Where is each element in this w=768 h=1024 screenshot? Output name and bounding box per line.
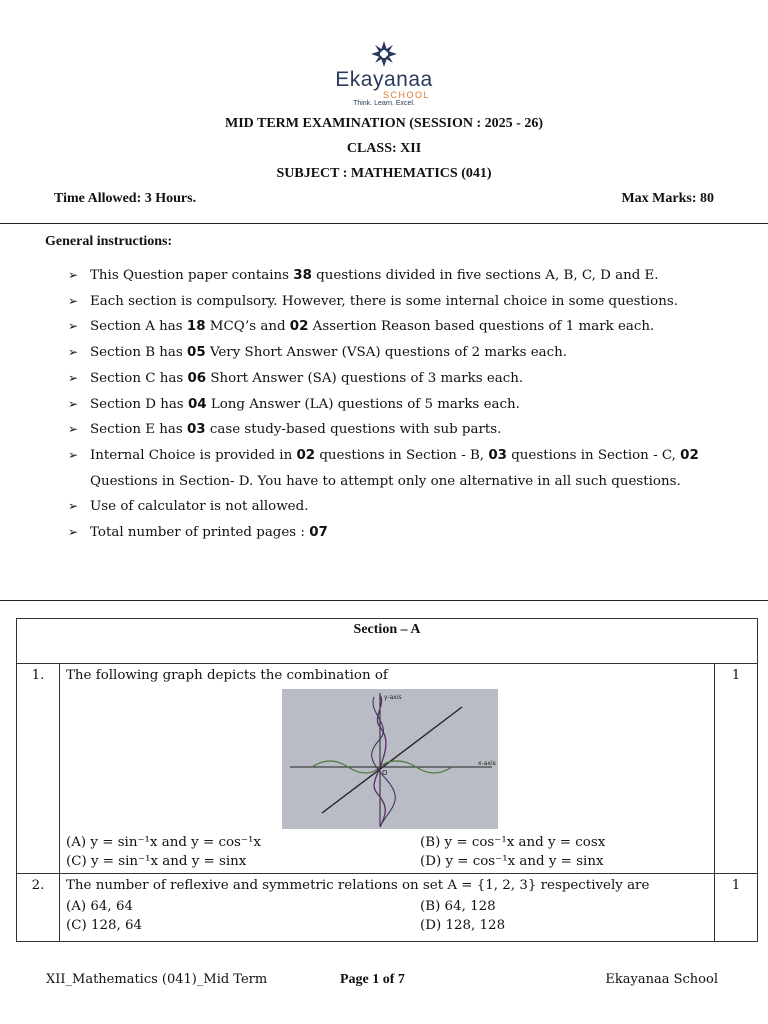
instruction-text: questions in Section - C, [506,447,681,463]
question-marks: 1 [715,664,758,874]
instruction-item [68,366,738,392]
instruction-text: MCQ’s and [205,319,290,335]
question-options [66,899,708,933]
instruction-item [68,417,738,443]
option-text: y = cos⁻¹x and y = cosx [444,835,606,850]
instruction-number: 03 [186,422,206,438]
option-c [66,918,420,933]
instruction-text: case study-based questions with sub parts. [205,422,502,438]
instruction-text: Short Answer (SA) questions of 3 marks each. [206,370,524,386]
instruction-item [68,520,738,546]
instruction-item [68,263,738,289]
instruction-item [68,314,738,340]
question-graph [282,689,498,829]
option-text: y = sin⁻¹x and y = cos⁻¹x [90,835,261,850]
instruction-text: Section C has [90,370,188,386]
instruction-text: Section D has [90,396,188,412]
header-rule [0,223,768,224]
instruction-text: Questions in Section- D. You have to attempt only one alternative in all such questions. [90,473,681,489]
option-a [66,899,420,914]
instructions-title: General instructions: [45,234,173,249]
logo-tagline: Think. Learn. Excel. [353,100,415,107]
subject-title: SUBJECT : MATHEMATICS (041) [276,166,492,181]
option-label: (D) [420,854,446,869]
option-label: (B) [420,899,445,914]
instruction-text: questions in Section - B, [315,447,489,463]
instruction-text: Total number of printed pages : [90,525,310,541]
question-options [66,835,708,869]
question-row-2 [17,874,758,942]
instruction-text: Assertion Reason based questions of 1 mark each. [308,319,655,335]
instruction-text: Section A has [90,319,187,335]
graph-y-axis-label: y-axis [384,694,402,701]
question-number: 2. [17,874,60,942]
option-text: 128, 128 [445,918,506,933]
instruction-number: 38 [293,268,312,283]
option-label: (C) [66,854,91,869]
instruction-number: 02 [289,319,309,335]
graph-origin-label: O [382,769,388,777]
logo-name: Ekayanaa [335,68,433,91]
option-text: 64, 64 [90,899,133,914]
section-heading: Section – A [17,619,758,664]
instruction-item [68,494,738,520]
question-row-1 [17,664,758,874]
footer-right: Ekayanaa School [605,972,718,987]
option-d [420,854,708,869]
option-b [420,835,708,850]
option-text: y = sin⁻¹x and y = sinx [90,854,247,869]
option-text: y = cos⁻¹x and y = sinx [445,854,604,869]
instruction-text: Each section is compulsory. However, there is some internal choice in some questions. [90,293,678,309]
instruction-number: 05 [187,345,206,361]
instruction-number: 03 [488,447,507,463]
instructions-rule [0,600,768,601]
option-label: (B) [420,835,445,850]
logo-school: SCHOOL [382,90,430,100]
option-label: (A) [66,835,91,850]
instruction-item [68,340,738,366]
instructions-list [68,263,738,546]
instruction-text: This Question paper contains [90,268,294,283]
school-logo [334,40,434,110]
question-body [60,664,715,874]
instruction-text: Long Answer (LA) questions of 5 marks each. [206,396,520,412]
instruction-text: Section B has [90,345,188,361]
option-a [66,835,420,850]
graph-image [282,689,498,829]
exam-title: MID TERM EXAMINATION (SESSION : 2025 - 26) [224,116,543,131]
time-allowed: Time Allowed: 3 Hours. [54,191,197,206]
instruction-text: Section E has [90,422,187,438]
max-marks: Max Marks: 80 [621,191,714,206]
footer-left: XII_Mathematics (041)_Mid Term [46,972,268,987]
question-number: 1. [17,664,60,874]
logo-star-icon [334,40,434,70]
instruction-number: 06 [187,370,207,386]
instruction-item [68,392,738,418]
option-text: 128, 64 [90,918,143,933]
instruction-item [68,443,738,494]
option-label: (A) [66,899,91,914]
question-marks: 1 [715,874,758,942]
graph-x-axis-label: x-axis [478,760,496,767]
instruction-number: 04 [187,396,207,412]
option-d [420,918,708,933]
footer-page: Page 1 of 7 [340,972,405,987]
instruction-number: 02 [296,447,316,463]
instruction-text: Internal Choice is provided in [90,447,297,463]
instruction-number: 18 [186,319,206,335]
class-title: CLASS: XII [346,141,422,156]
instruction-text: questions divided in five sections A, B, C, D and E. [311,268,659,283]
option-label: (D) [420,918,446,933]
question-text: The following graph depicts the combination of [66,668,388,683]
question-body [60,874,715,942]
option-text: 64, 128 [444,899,496,914]
instruction-item [68,289,738,315]
instruction-number: 02 [680,447,699,463]
question-table [16,618,758,942]
instruction-text: Very Short Answer (VSA) questions of 2 marks each. [205,345,567,361]
option-b [420,899,708,914]
question-text: The number of reflexive and symmetric relations on set A = {1, 2, 3} respectively are [66,878,650,893]
option-label: (C) [66,918,91,933]
instruction-text: Use of calculator is not allowed. [90,499,309,515]
instruction-number: 07 [309,525,328,541]
option-c [66,854,420,869]
